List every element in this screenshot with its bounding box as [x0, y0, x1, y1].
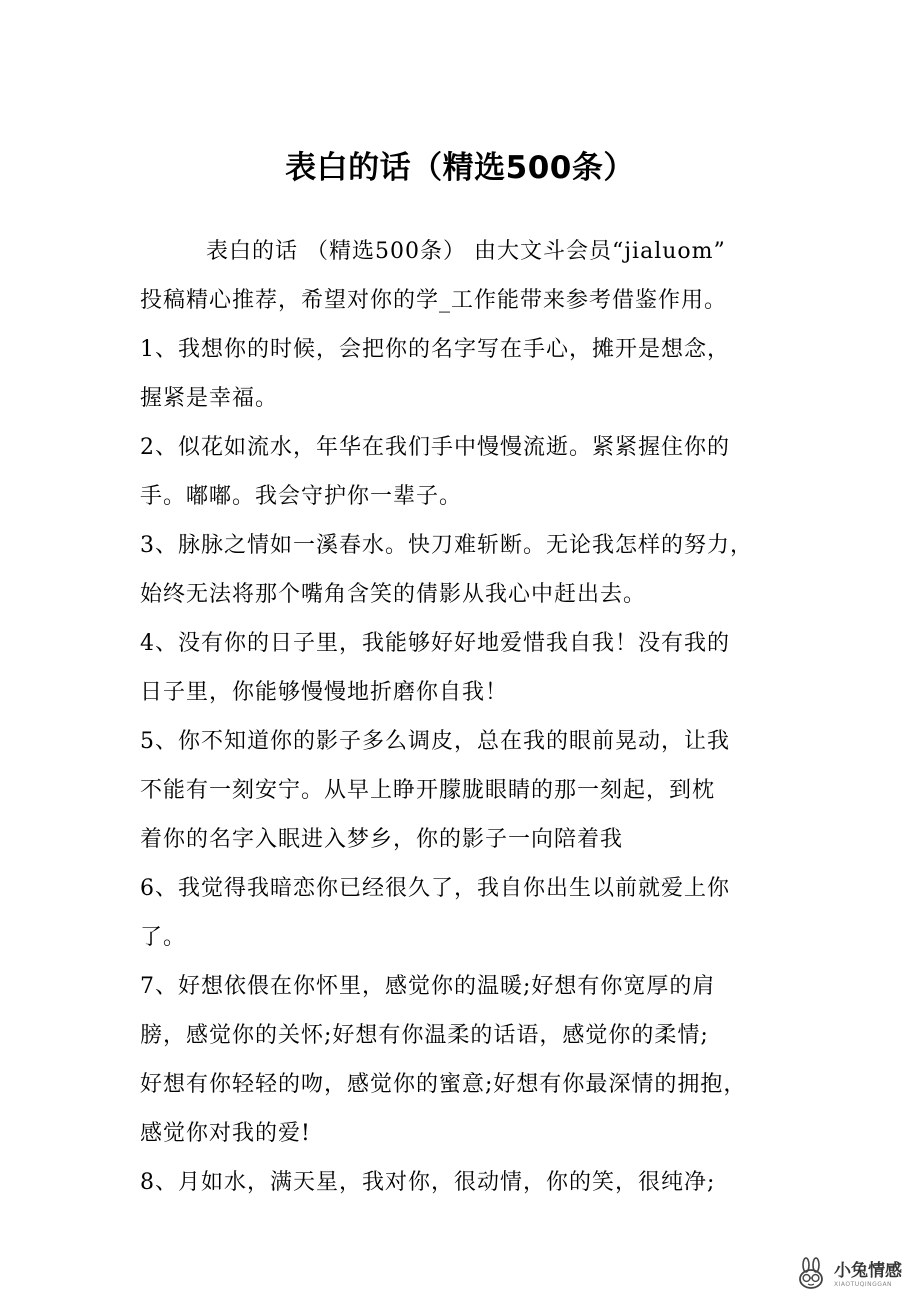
text-line: 6、我觉得我暗恋你已经很久了，我自你出生以前就爱上你: [140, 876, 730, 901]
watermark: [794, 1254, 912, 1296]
document-title: 表白的话（精选500条）: [285, 150, 635, 186]
text-line: 手。嘟嘟。我会守护你一辈子。: [140, 484, 463, 509]
document-body: [140, 227, 792, 1207]
watermark-main: 小兔情感: [834, 1261, 902, 1281]
text-line: 日子里，你能够慢慢地折磨你自我！: [140, 680, 509, 705]
text-line: 8、月如水，满天星，我对你，很动情，你的笑，很纯净;: [140, 1170, 716, 1195]
text-line: 了。: [140, 925, 187, 950]
text-line: 表白的话 （精选500条） 由大文斗会员“jialuom”: [206, 239, 726, 264]
text-line: 7、好想依偎在你怀里，感觉你的温暖;好想有你宽厚的肩: [140, 974, 716, 999]
text-line: 始终无法将那个嘴角含笑的倩影从我心中赶出去。: [140, 582, 647, 607]
rabbit-logo-icon: [794, 1257, 830, 1293]
text-line: 膀，感觉你的关怀;好想有你温柔的话语，感觉你的柔情;: [140, 1023, 709, 1048]
watermark-sub: XIAOTUQINGGAN: [834, 1281, 893, 1288]
text-line: 4、没有你的日子里，我能够好好地爱惜我自我！没有我的: [140, 631, 730, 656]
text-line: 5、你不知道你的影子多么调皮，总在我的眼前晃动，让我: [140, 729, 730, 754]
text-line: 不能有一刻安宁。从早上睁开朦胧眼睛的那一刻起，到枕: [140, 778, 716, 803]
text-line: 着你的名字入眠进入梦乡，你的影子一向陪着我: [140, 827, 624, 852]
text-line: 感觉你对我的爱!: [140, 1121, 311, 1146]
text-line: 3、脉脉之情如一溪春水。快刀难斩断。无论我怎样的努力，: [140, 533, 753, 558]
text-line: 1、我想你的时候，会把你的名字写在手心，摊开是想念，: [140, 337, 730, 362]
text-line: 握紧是幸福。: [140, 386, 279, 411]
text-line: 2、似花如流水，年华在我们手中慢慢流逝。紧紧握住你的: [140, 435, 730, 460]
text-line: 好想有你轻轻的吻，感觉你的蜜意;好想有你最深情的拥抱，: [140, 1072, 747, 1097]
text-line: 投稿精心推荐，希望对你的学_工作能带来参考借鉴作用。: [140, 288, 728, 313]
